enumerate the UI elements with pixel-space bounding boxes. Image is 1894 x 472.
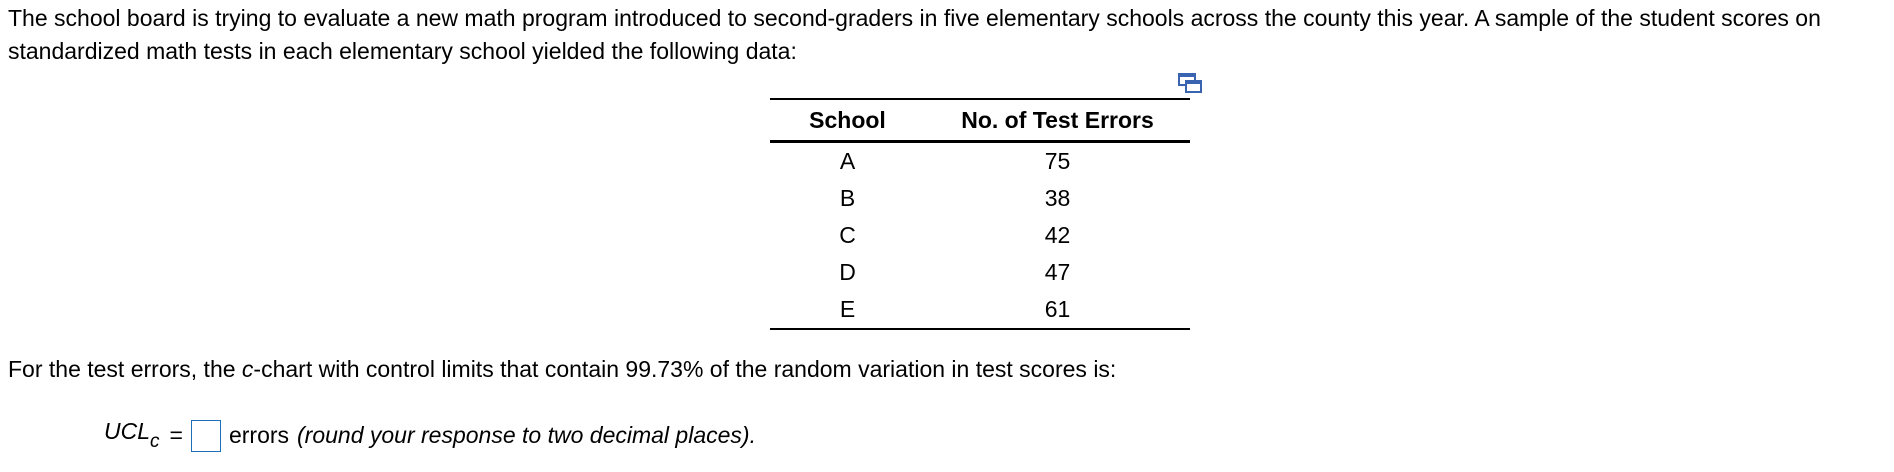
- question-suffix: -chart with control limits that contain 99.73% of the random variation in test scores is:: [253, 356, 1117, 382]
- cell-errors: 47: [1044, 259, 1071, 285]
- table-row: [770, 180, 1190, 217]
- table-row: [770, 217, 1190, 254]
- header-school: School: [809, 106, 886, 133]
- equals-sign: =: [169, 422, 183, 448]
- ucl-label-subscript: c: [150, 431, 160, 452]
- problem-statement: The school board is trying to evaluate a new math program introduced to second-graders in five elementary schools across the county this year. A sample of the student scores on standardized math tests in each elementary school yielded the following data:: [8, 5, 1821, 64]
- cell-school: A: [839, 148, 856, 174]
- cell-errors: 61: [925, 291, 1190, 329]
- cell-errors: 38: [1044, 185, 1071, 211]
- ucl-label-main: UCL: [104, 418, 151, 444]
- cell-school: B: [839, 185, 856, 211]
- cell-school: C: [839, 222, 856, 248]
- table-row: [770, 254, 1190, 291]
- cell-school: D: [839, 259, 856, 285]
- school-errors-table: [770, 98, 1190, 330]
- question-prefix: For the test errors, the: [8, 356, 242, 382]
- table-row: [770, 142, 1190, 181]
- question-chart-name: c: [241, 356, 254, 382]
- cell-errors: 75: [1044, 148, 1071, 174]
- answer-row: [104, 418, 756, 453]
- answer-unit: errors: [228, 422, 290, 448]
- cell-errors: 42: [1044, 222, 1071, 248]
- header-test-errors: No. of Test Errors: [961, 106, 1154, 133]
- table-row: [770, 291, 1190, 329]
- question-text: [8, 356, 1116, 383]
- rounding-hint: (round your response to two decimal places).: [297, 422, 756, 448]
- data-table-container: [770, 98, 1190, 330]
- table-header-row: [770, 99, 1190, 142]
- ucl-label: [104, 418, 160, 453]
- ucl-answer-input[interactable]: [191, 420, 221, 452]
- copy-table-icon[interactable]: [1177, 72, 1203, 94]
- cell-school: E: [770, 291, 925, 329]
